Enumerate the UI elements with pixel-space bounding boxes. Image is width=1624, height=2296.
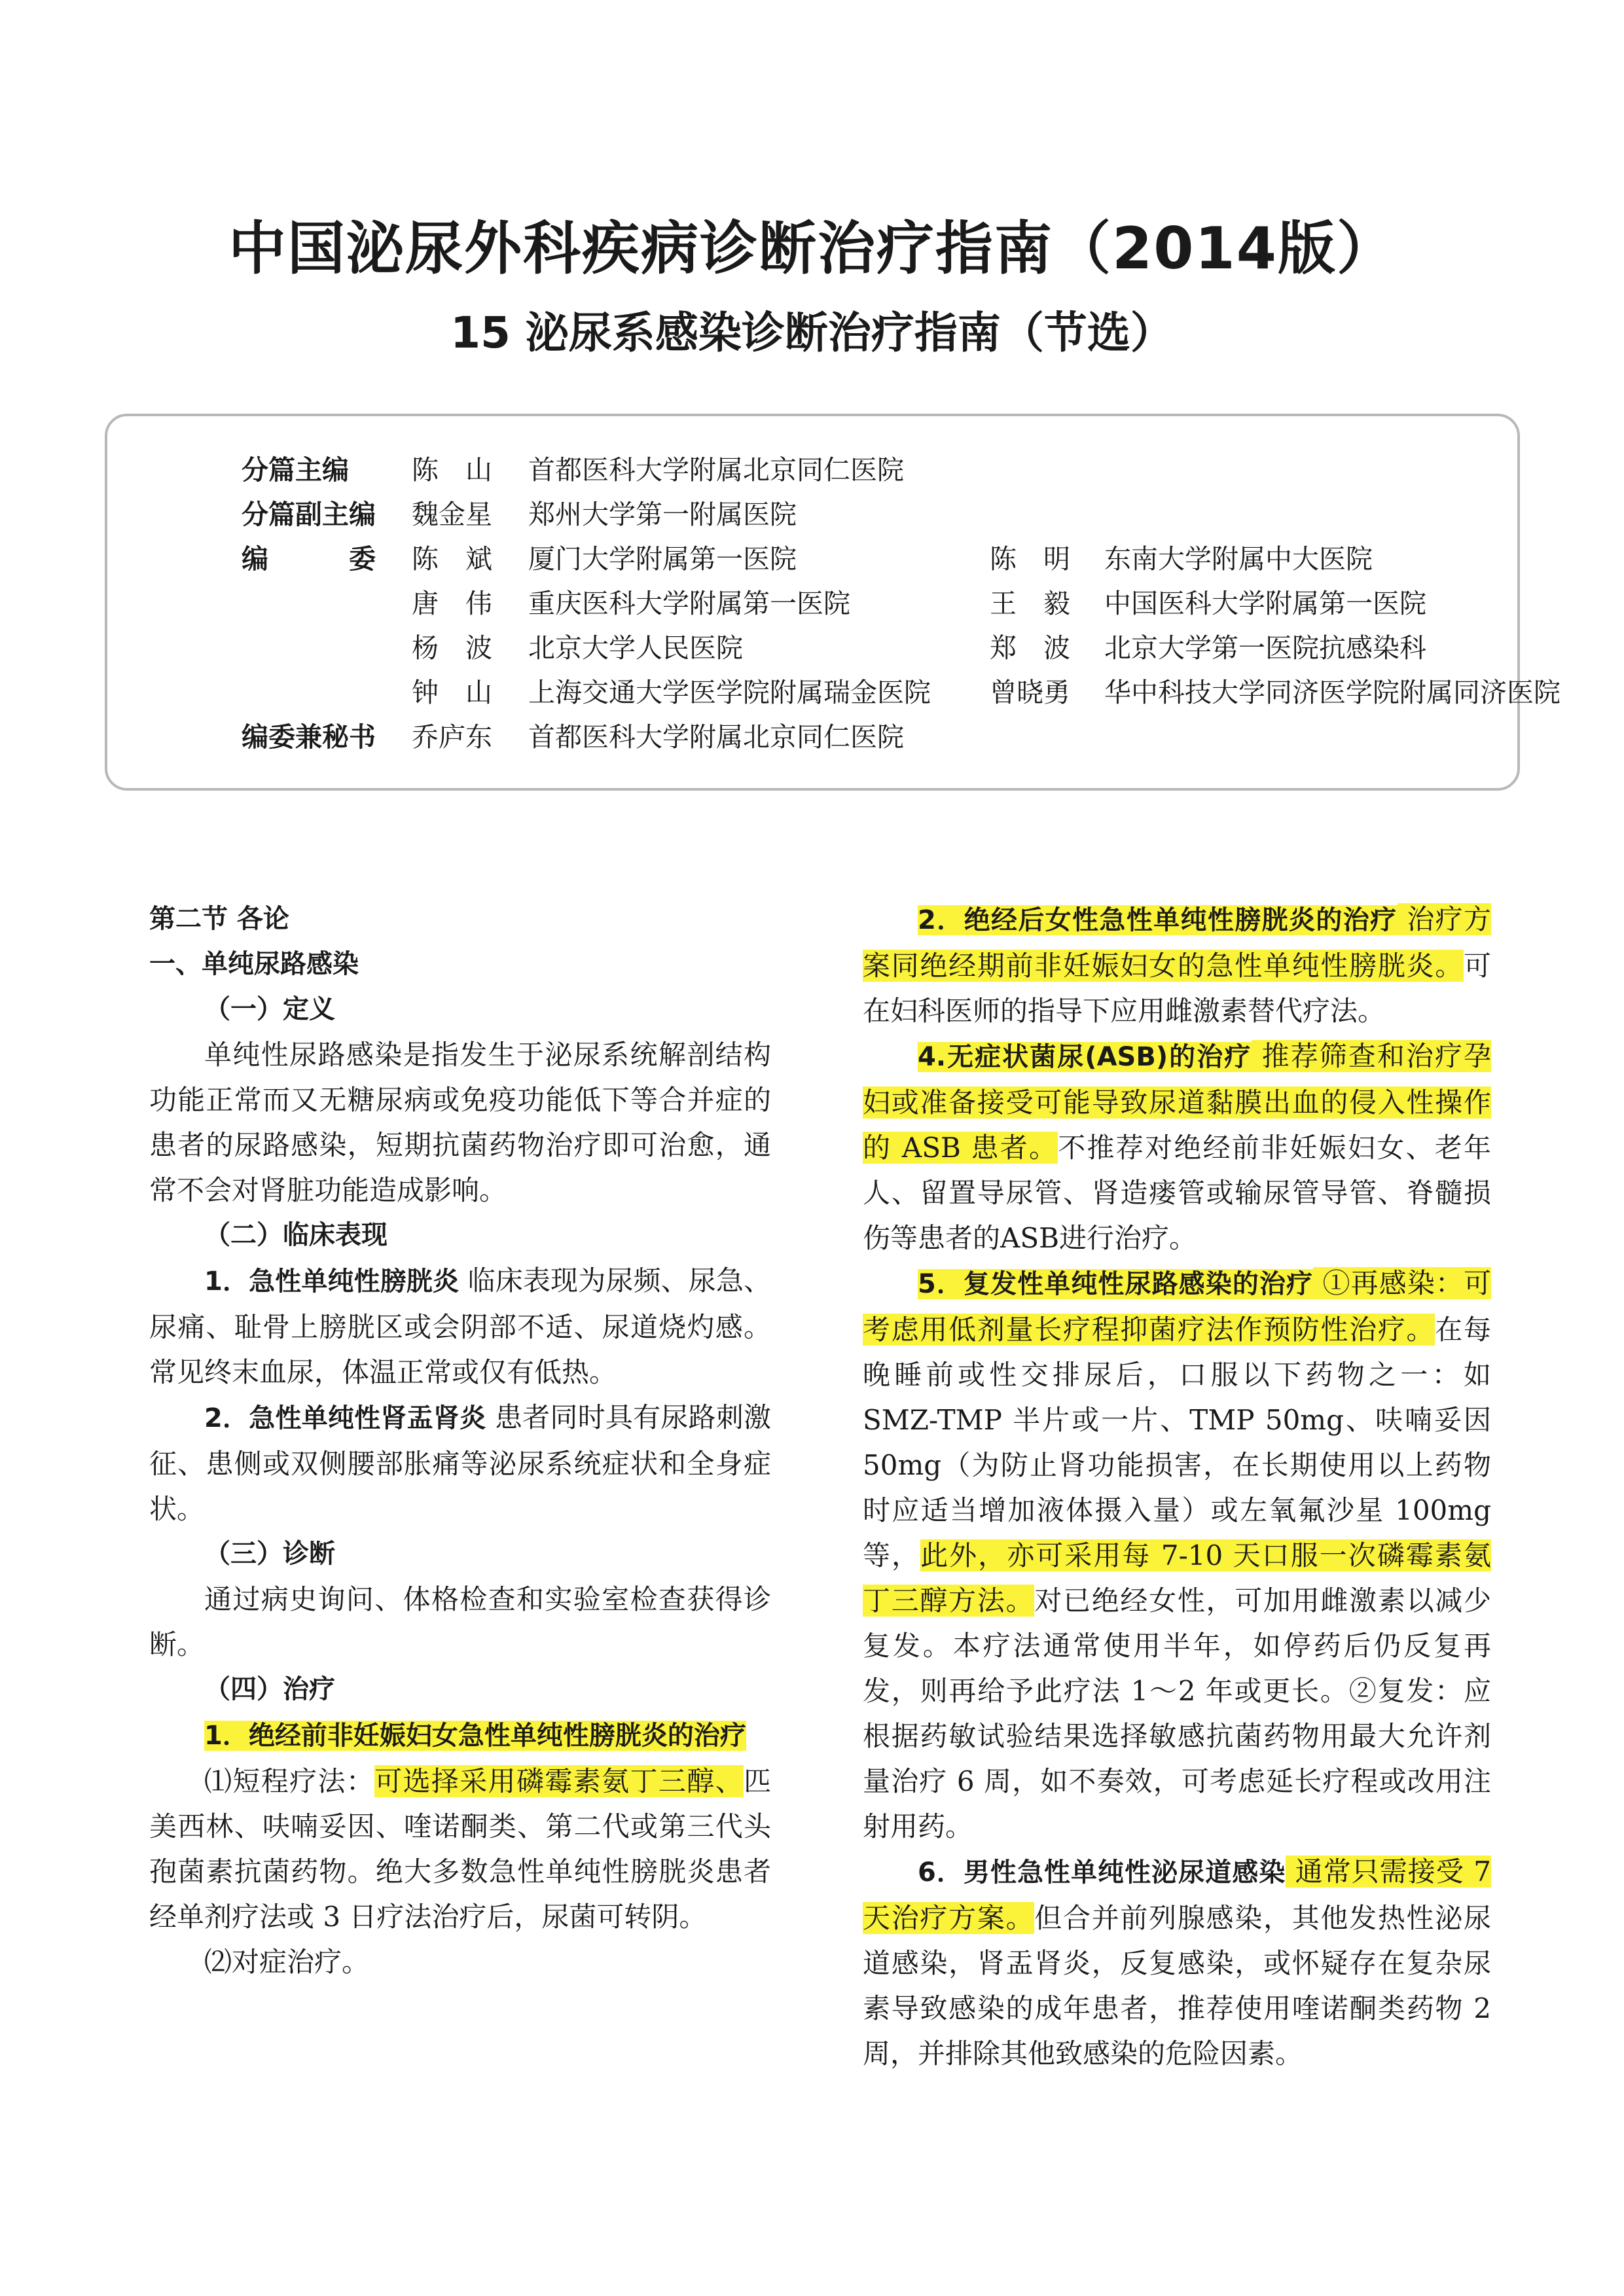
paragraph-body: 患者同时具有尿路刺激征、患侧或双侧腰部胀痛等泌尿系统症状和全身症状。 [149, 1401, 771, 1525]
paragraph-lead: ⑴短程疗法： [204, 1765, 375, 1797]
paragraph-body: 可在妇科医师的指导下应用雌激素替代疗法。 [863, 950, 1491, 1027]
editor-institution: 北京大学人民医院 [528, 632, 743, 664]
highlighted-text: ①再感染：可考虑用低剂量长疗程抑菌疗法作预防性治疗。 [863, 1267, 1491, 1346]
editor-institution: 重庆医科大学附属第一医院 [528, 588, 850, 619]
paragraph-title: 1．急性单纯性膀胱炎 [204, 1266, 460, 1297]
highlighted-text: 可选择采用磷霉素氨丁三醇、 [374, 1765, 744, 1797]
editor-institution: 中国医科大学附属第一医院 [1104, 588, 1426, 619]
highlighted-text: 治疗方案同绝经期前非妊娠妇女的急性单纯性膀胱炎。 [863, 903, 1491, 982]
editor-institution: 东南大学附属中大医院 [1104, 543, 1373, 575]
editor-name: 钟 山 [412, 677, 492, 708]
highlighted-title: 5．复发性单纯性尿路感染的治疗 [918, 1269, 1314, 1299]
editor-row [242, 581, 1452, 626]
editor-name: 唐 伟 [412, 588, 492, 619]
editor-name: 陈 斌 [412, 543, 492, 575]
paragraph-body: 匹美西林、呋喃妥因、喹诺酮类、第二代或第三代头孢菌素抗菌药物。绝大多数急性单纯性膀胱炎患者经单剂疗法或 3 日疗法治疗后，尿菌可转阴。 [149, 1765, 771, 1933]
treatment-1-title [149, 1712, 771, 1759]
editor-name: 杨 波 [412, 632, 492, 664]
highlighted-title: 4.无症状菌尿(ASB)的治疗 [918, 1042, 1252, 1072]
highlighted-title: 2．绝经后女性急性单纯性膀胱炎的治疗 [918, 905, 1398, 935]
editor-row [242, 626, 1452, 670]
editor-institution: 首都医科大学附属北京同仁医院 [528, 454, 904, 486]
editor-row [242, 537, 1452, 581]
paragraph-body: 但合并前列腺感染，其他发热性泌尿道感染，肾盂肾炎，反复感染，或怀疑存在复杂尿素导致感染的成年患者，推荐使用喹诺酮类药物 2 周，并排除其他致感染的危险因素。 [863, 1902, 1491, 2070]
editor-name: 陈 山 [412, 454, 492, 486]
paragraph-title: 6．男性急性单纯性泌尿道感染 [918, 1857, 1286, 1888]
highlighted-text: 通常只需接受 7 天治疗方案。 [863, 1856, 1491, 1934]
symptomatic-therapy: ⑵对症治疗。 [204, 1946, 370, 1978]
paragraph-body: 不推荐对绝经前非妊娠妇女、老年人、留置导尿管、肾造瘘管或输尿管导管、脊髓损伤等患者的ASB进行治疗。 [863, 1132, 1491, 1254]
document-title: 中国泌尿外科疾病诊断治疗指南（2014版） [228, 215, 1396, 282]
paragraph-title: 2．急性单纯性肾盂肾炎 [204, 1403, 486, 1433]
editor-name: 曾晓勇 [990, 677, 1070, 708]
editor-row [242, 448, 1452, 492]
subsection-heading: 一、单纯尿路感染 [149, 949, 359, 979]
editor-row [242, 715, 1452, 759]
highlighted-text: 此外，亦可采用每 7-10 天口服一次磷霉素氨丁三醇方法。 [863, 1539, 1491, 1617]
heading-diagnosis: （三）诊断 [204, 1539, 335, 1569]
heading-treatment: （四）治疗 [204, 1674, 335, 1704]
paragraph-body: 在每晚睡前或性交排尿后，口服以下药物之一：如 SMZ-TMP 半片或一片、TMP 50mg、呋喃妥因 50mg（为防止肾功能损害，在长期使用以上药物时应适当增加液体摄入量）或左氧氟沙星 100mg 等， [863, 1314, 1491, 1571]
treatment-6 [863, 1849, 1491, 2076]
treatment-4 [863, 1033, 1491, 1261]
editor-role: 分篇副主编 [242, 499, 376, 530]
editor-role: 分篇主编 [242, 454, 349, 486]
editor-name: 陈 明 [990, 543, 1070, 575]
paragraph-diagnosis: 通过病史询问、体格检查和实验室检查获得诊断。 [149, 1583, 771, 1660]
left-column [149, 897, 771, 1984]
highlighted-title: 1．绝经前非妊娠妇女急性单纯性膀胱炎的治疗 [204, 1721, 746, 1751]
short-course-therapy [149, 1759, 771, 1939]
editor-role: 编委兼秘书 [242, 721, 376, 753]
paragraph-body: 临床表现为尿频、尿急、尿痛、耻骨上膀胱区或会阴部不适、尿道烧灼感。常见终末血尿，体温正常或仅有低热。 [149, 1265, 771, 1388]
editor-name: 魏金星 [412, 499, 492, 530]
editor-row [242, 670, 1561, 715]
editor-institution: 华中科技大学同济医学院附属同济医院 [1104, 677, 1561, 708]
document-subtitle: 15 泌尿系感染诊断治疗指南（节选） [450, 308, 1174, 358]
treatment-2 [863, 897, 1491, 1033]
editor-name: 乔庐东 [412, 721, 492, 753]
editor-institution: 厦门大学附属第一医院 [528, 543, 797, 575]
paragraph-definition: 单纯性尿路感染是指发生于泌尿系统解剖结构功能正常而又无糖尿病或免疫功能低下等合并症的患者的尿路感染，短期抗菌药物治疗即可治愈，通常不会对肾脏功能造成影响。 [149, 1039, 771, 1206]
highlighted-text: 推荐筛查和治疗孕妇或准备接受可能导致尿道黏膜出血的侵入性操作的 ASB 患者。 [863, 1040, 1492, 1164]
editor-institution: 首都医科大学附属北京同仁医院 [528, 721, 904, 753]
right-column [863, 897, 1491, 2076]
editor-name: 王 毅 [990, 588, 1070, 619]
heading-clinical: （二）临床表现 [204, 1220, 388, 1250]
editor-name: 郑 波 [990, 632, 1070, 664]
editor-row [242, 492, 1452, 537]
paragraph-body: 对已绝经女性，可加用雌激素以减少复发。本疗法通常使用半年，如停药后仍反复再发，则再给予此疗法 1～2 年或更长。②复发：应根据药敏试验结果选择敏感抗菌药物用最大允许剂量治疗 6 周，如不奏效，可考虑延长疗程或改用注射用药。 [863, 1585, 1491, 1842]
editor-institution: 北京大学第一医院抗感染科 [1104, 632, 1426, 664]
editor-role: 编 委 [242, 543, 376, 575]
paragraph-cystitis [149, 1258, 771, 1395]
editorial-board-box [105, 414, 1561, 791]
heading-definition: （一）定义 [204, 994, 335, 1024]
section-heading: 第二节 各论 [149, 904, 289, 934]
editor-institution: 上海交通大学医学院附属瑞金医院 [528, 677, 931, 708]
editor-institution: 郑州大学第一附属医院 [528, 499, 797, 530]
paragraph-pyelonephritis [149, 1395, 771, 1532]
treatment-5 [863, 1261, 1491, 1849]
